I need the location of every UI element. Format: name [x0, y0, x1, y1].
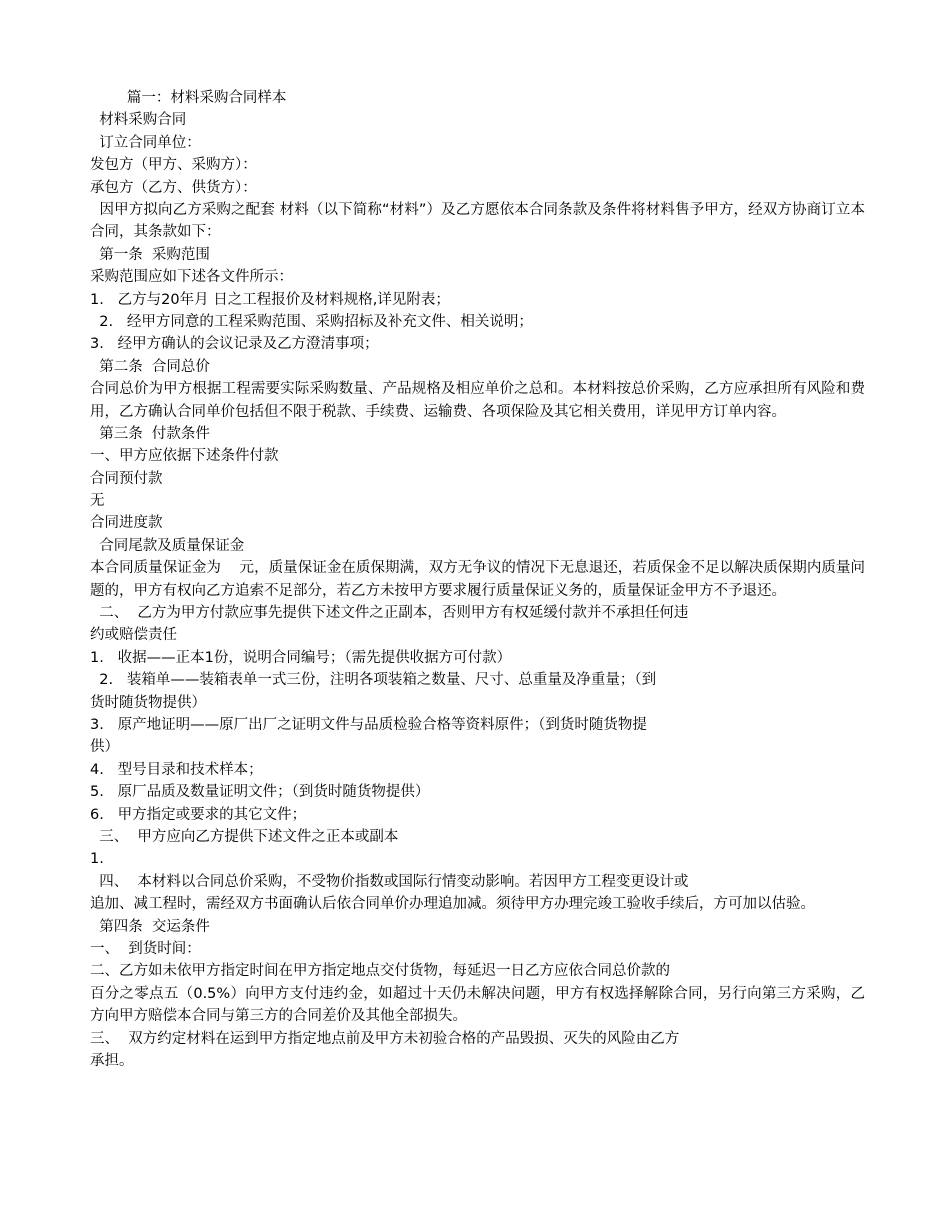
- text-line: 约或赔偿责任: [90, 627, 177, 644]
- party-a-line: 发包方（甲方、采购方）：: [90, 157, 257, 174]
- text-paragraph: 追加、减工程时，需经双方书面确认后依合同单价办理追加减。须待甲方办理完竣工验收手续后，方可加以估验。: [90, 896, 815, 913]
- party-b-line: 承包方（乙方、供货方）：: [90, 179, 257, 196]
- text-line: 三、 甲方应向乙方提供下述文件之正本或副本: [90, 828, 399, 845]
- text-line: 四、 本材料以合同总价采购，不受物价指数或国际行情变动影响。若因甲方工程变更设计或: [90, 873, 689, 890]
- list-item: 5. 原厂品质及数量证明文件；（到货时随货物提供）: [90, 784, 430, 801]
- list-item: 2. 经甲方同意的工程采购范围、采购招标及补充文件、相关说明；: [90, 313, 533, 330]
- text-line: 合同尾款及质量保证金: [90, 537, 245, 554]
- list-item: 6. 甲方指定或要求的其它文件；: [90, 806, 307, 823]
- text-line: 货时随货物提供）: [90, 694, 206, 711]
- article-3-heading: 第三条 付款条件: [90, 425, 210, 442]
- warranty-paragraph: 本合同质量保证金为 元，质量保证金在质保期满，双方无争议的情况下无息退还，若质保金不足以解决质保期内质量问题的，甲方有权向乙方追索不足部分，若乙方未按甲方要求履行质量保证义务的，质量保证金甲方不予退还。: [90, 560, 865, 599]
- text-line: 二、 乙方为甲方付款应事先提供下述文件之正副本，否则甲方有权延缓付款并不承担任何违: [90, 605, 689, 622]
- text-line: 一、甲方应依据下述条件付款: [90, 448, 279, 465]
- text-line: 承担。: [90, 1052, 134, 1069]
- list-item: 3. 经甲方确认的会议记录及乙方澄清事项；: [90, 336, 379, 353]
- article-4-heading: 第四条 交运条件: [90, 918, 210, 935]
- list-item: 1.: [90, 851, 104, 868]
- list-item: 4. 型号目录和技术样本；: [90, 761, 263, 778]
- list-item: 1. 收据——正本1份，说明合同编号；（需先提供收据方可付款）: [90, 649, 512, 666]
- text-line: 采购范围应如下述各文件所示：: [90, 269, 293, 286]
- text-line: 二、乙方如未依甲方指定时间在甲方指定地点交付货物，每延迟一日乙方应依合同总价款的: [90, 963, 670, 980]
- text-line: 合同预付款: [90, 470, 163, 487]
- text-line: 无: [90, 493, 105, 510]
- total-price-paragraph: 合同总价为甲方根据工程需要实际采购数量、产品规格及相应单价之总和。本材料按总价采购，乙方应承担所有风险和费用，乙方确认合同单价包括但不限于税款、手续费、运输费、各项保险及其它相关费用，详见甲方订单内容。: [90, 381, 865, 420]
- article-2-heading: 第二条 合同总价: [90, 358, 210, 375]
- contract-title: 材料采购合同: [90, 112, 187, 129]
- article-1-heading: 第一条 采购范围: [90, 246, 210, 263]
- contract-parties-label: 订立合同单位：: [90, 134, 201, 151]
- list-item: 3. 原产地证明——原厂出厂之证明文件与品质检验合格等资料原件；（到货时随货物提: [90, 717, 647, 734]
- list-item: 2. 装箱单——装箱表单一式三份，注明各项装箱之数量、尺寸、总重量及净重量；（到: [90, 672, 657, 689]
- text-line: 合同进度款: [90, 515, 163, 532]
- text-line: 供）: [90, 739, 119, 756]
- document-heading: 篇一：材料采购合同样本: [90, 90, 287, 106]
- text-line: 三、 双方约定材料在运到甲方指定地点前及甲方未初验合格的产品毁损、灭失的风险由乙方: [90, 1030, 680, 1047]
- penalty-paragraph: 百分之零点五（0.5%）向甲方支付违约金，如超过十天仍未解决问题，甲方有权选择解除合同，另行向第三方采购，乙方向甲方赔偿本合同与第三方的合同差价及其他全部损失。: [90, 985, 865, 1025]
- preamble-paragraph: 因甲方拟向乙方采购之配套 材料（以下简称“材料”）及乙方愿依本合同条款及条件将材料售予甲方，经双方协商订立本合同，其条款如下：: [90, 201, 865, 241]
- text-line: 一、 到货时间：: [90, 940, 201, 957]
- document-body: [90, 87, 865, 1072]
- list-item: 1. 乙方与20年月 日之工程报价及材料规格,详见附表；: [90, 291, 450, 308]
